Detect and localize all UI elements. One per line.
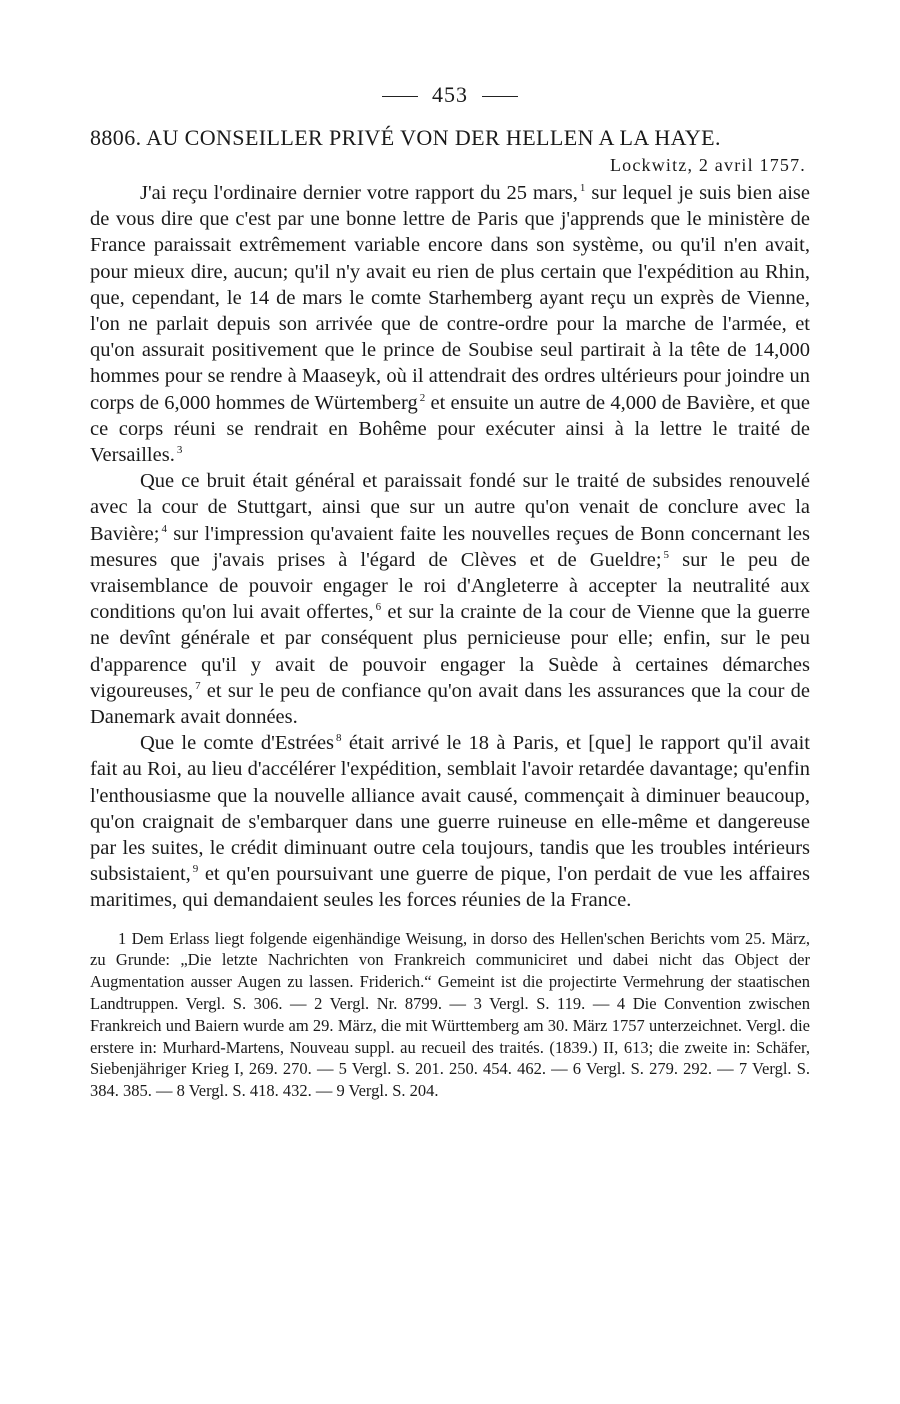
footnote-ref-5: 5 [663, 548, 670, 561]
footnote-ref-6: 6 [375, 601, 382, 614]
page-number-line [90, 78, 810, 112]
footnote-ref-2: 2 [419, 391, 426, 404]
paragraph-3-text-c: et qu'en poursuivant une guerre de pique, l'on perdait de vue les affaires maritimes, qui demandaient seules les forces réunies de la France. [90, 863, 810, 912]
footnotes [90, 928, 810, 1102]
letter-place-date: Lockwitz, 2 avril 1757. [609, 155, 806, 175]
footnotes-text: 1 Dem Erlass liegt folgende eigenhändige Weisung, in dorso des Hellen'schen Berichts vom 25. März, zu Grunde: „Die letzte Nachrichten von Frankreich communiciret und dabei nicht das Object der Augmentation ausser Augen zu lassen. Friderich.“ Gemeint ist die projectirte Vermehrung der staatischen Landtruppen. Vergl. S. 306. — 2 Vergl. Nr. 8799. — 3 Vergl. S. 119. — 4 Die Convention zwischen Frankreich und Baiern wurde am 29. März, die mit Württemberg am 30. März 1757 unterzeichnet. Vergl. die erstere in: Murhard-Martens, Nouveau suppl. au recueil des traités. (1839.) II, 613; die zweite in: Schäfer, Siebenjähriger Krieg I, 269. 270. — 5 Vergl. S. 201. 250. 454. 462. — 6 Vergl. S. 279. 292. — 7 Vergl. S. 384. 385. — 8 Vergl. S. 418. 432. — 9 Vergl. S. 204. [90, 928, 810, 1101]
paragraph-2-text-c: sur le peu de vraisemblance de pouvoir engager le roi d'Angleterre à accepter la neutralité aux conditions qu'on lui avait offertes, [90, 548, 811, 624]
footnote-ref-1: 1 [579, 182, 586, 194]
letter-heading: 8806. AU CONSEILLER PRIVÉ VON DER HELLEN A LA HAYE. [90, 125, 721, 150]
paragraph-2-text-b: sur l'impression qu'avaient faite les nouvelles reçues de Bonn concernant les mesures que j'avais prises à l'égard de Clèves et de Gueldre; [90, 522, 810, 571]
paragraph-3 [90, 730, 810, 913]
paragraph-3-text-b: était arrivé le 18 à Paris, et [que] le rapport qu'il avait fait au Roi, au lieu d'accélérer l'expédition, semblait l'avoir retardée davantage; qu'enfin l'enthousiasme que la nouvelle alliance avait causé, commençait à diminuer beaucoup, qu'on craignait de s'embarquer dans une guerre ruineuse en elle-même et dangereuse par les suites, le crédit diminuant outre cela toujours, tandis que les troubles intérieurs subsistaient, [90, 732, 810, 886]
footnote-ref-3: 3 [176, 444, 183, 457]
paragraph-3-text-a: Que le comte d'Estrées [140, 732, 335, 755]
page-number-dash-right [482, 96, 518, 97]
page-number-dash-left [382, 96, 418, 97]
paragraph-1 [90, 180, 810, 468]
document-page [90, 78, 810, 1102]
paragraph-1-text-a: J'ai reçu l'ordinaire dernier votre rapport du 25 mars, [140, 182, 578, 204]
paragraph-2-text-d: et sur la crainte de la cour de Vienne que la guerre ne devînt générale et par conséquent plus pernicieuse pour elle; enfin, sur le peu d'apparence qu'il y avait de pouvoir engager la Suède à certaines démarches vigoureuses, [90, 601, 810, 702]
page-number: 453 [432, 82, 468, 107]
paragraph-2-text-a: Que ce bruit était général et paraissait fondé sur le traité de subsides renouvelé avec la cour de Stuttgart, ainsi que sur un autre qu'on venait de conclure avec la Bavière; [90, 470, 810, 545]
paragraph-1-text-c: et ensuite un autre de 4,000 de Bavière, et que ce corps réuni se rendrait en Bohême pour exécuter ainsi à la lettre le traité de Versailles. [90, 391, 811, 467]
footnote-ref-9: 9 [192, 863, 199, 876]
paragraph-2 [90, 468, 810, 730]
paragraph-1-text-b: sur lequel je suis bien aise de vous dire que c'est par une bonne lettre de Paris que j'apprends que le ministère de France paraissait extrêmement variable encore dans son système, ou qu'il n'en avait, pour mieux dire, aucun; qu'il n'y avait eu rien de plus certain que l'expédition au Rhin, que, cependant, le 14 de mars le comte Starhemberg ayant reçu un exprès de Vienne, l'on ne parlait depuis son arrivée que de contre-ordre pour la marche de l'armée, et qu'on assurait positivement que le prince de Soubise seul partirait à la tête de 14,000 hommes pour se rendre à Maaseyk, où il attendrait des ordres ultérieurs pour joindre un corps de 6,000 hommes de Würtemberg [90, 182, 810, 414]
paragraph-2-text-e: et sur le peu de confiance qu'on avait dans les assurances que la cour de Danemark avait données. [90, 679, 810, 729]
letter-body [90, 180, 810, 914]
footnote-ref-7: 7 [195, 679, 201, 692]
footnote-ref-4: 4 [161, 522, 167, 535]
footnote-ref-8: 8 [336, 732, 342, 745]
